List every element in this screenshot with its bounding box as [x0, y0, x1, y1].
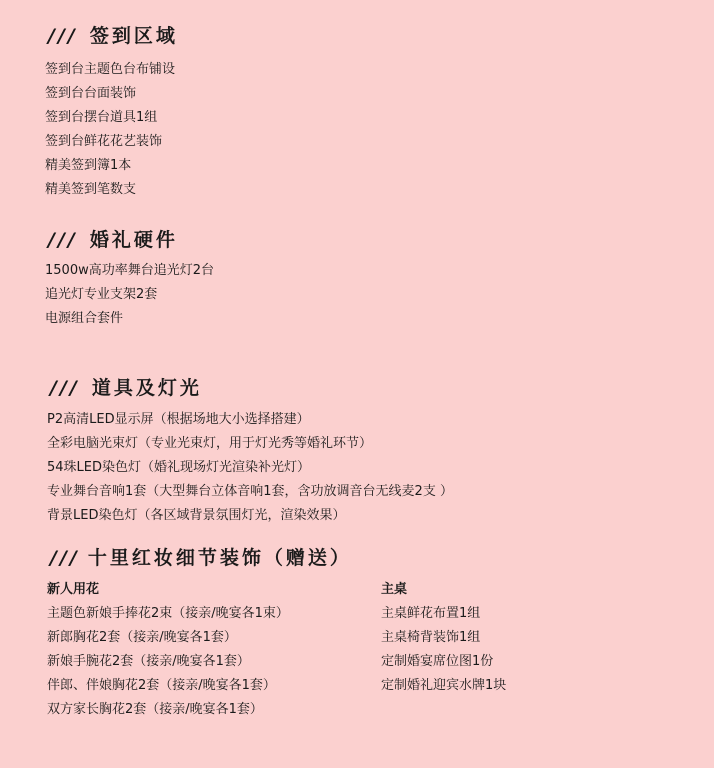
checkin-item-list — [45, 58, 175, 202]
list-item: 主桌椅背装饰1组 — [381, 630, 481, 645]
column-heading: 主桌 — [381, 582, 408, 597]
column-heading: 新人用花 — [47, 582, 100, 597]
section-mark: /// — [50, 547, 80, 569]
list-item: 全彩电脑光束灯（专业光束灯，用于灯光秀等婚礼环节） — [47, 436, 373, 451]
section-heading: 婚礼硬件 — [89, 229, 178, 251]
list-item: 新娘手腕花2套（接亲/晚宴各1套） — [47, 654, 250, 669]
section-mark: /// — [48, 25, 78, 47]
couple-flowers-column — [47, 578, 289, 722]
list-item: 签到台台面装饰 — [45, 86, 137, 101]
section-heading: 签到区域 — [89, 25, 178, 47]
list-item: 主题色新娘手捧花2束（接亲/晚宴各1束） — [47, 606, 289, 621]
list-item: 双方家长胸花2套（接亲/晚宴各1套） — [47, 702, 263, 717]
list-item: 电源组合套件 — [45, 311, 124, 326]
section-mark: /// — [48, 229, 78, 251]
list-item: 定制婚宴席位图1份 — [381, 654, 494, 669]
list-item: 签到台主题色台布铺设 — [45, 62, 176, 77]
list-item: 追光灯专业支架2套 — [45, 287, 158, 302]
list-item: 签到台摆台道具1组 — [45, 110, 158, 125]
list-item: 专业舞台音响1套（大型舞台立体音响1套，含功放调音台无线麦2支 ） — [47, 484, 453, 499]
section-mark: /// — [50, 377, 80, 399]
list-item: P2高清LED显示屏（根据场地大小选择搭建） — [47, 412, 310, 427]
section-heading: 道具及灯光 — [91, 377, 202, 399]
list-item: 伴郎、伴娘胸花2套（接亲/晚宴各1套） — [47, 678, 276, 693]
list-item: 背景LED染色灯（各区域背景氛围灯光，渲染效果） — [47, 508, 346, 523]
list-item: 主桌鲜花布置1组 — [381, 606, 481, 621]
props-lighting-item-list — [47, 408, 453, 528]
section-title-checkin — [48, 21, 178, 48]
main-table-column — [381, 578, 506, 698]
list-item: 精美签到笔数支 — [45, 182, 137, 197]
list-item: 54珠LED染色灯（婚礼现场灯光渲染补光灯） — [47, 460, 311, 475]
list-item: 签到台鲜花花艺装饰 — [45, 134, 163, 149]
section-title-details-gift — [50, 543, 352, 570]
list-item: 定制婚礼迎宾水牌1块 — [381, 678, 507, 693]
list-item: 新郎胸花2套（接亲/晚宴各1套） — [47, 630, 237, 645]
list-item: 精美签到簿1本 — [45, 158, 132, 173]
hardware-item-list — [45, 259, 214, 331]
list-item: 1500w高功率舞台追光灯2台 — [45, 263, 214, 278]
section-title-hardware — [48, 225, 178, 252]
section-title-props-lighting — [50, 373, 202, 400]
section-heading: 十里红妆细节装饰（赠送） — [87, 547, 352, 569]
